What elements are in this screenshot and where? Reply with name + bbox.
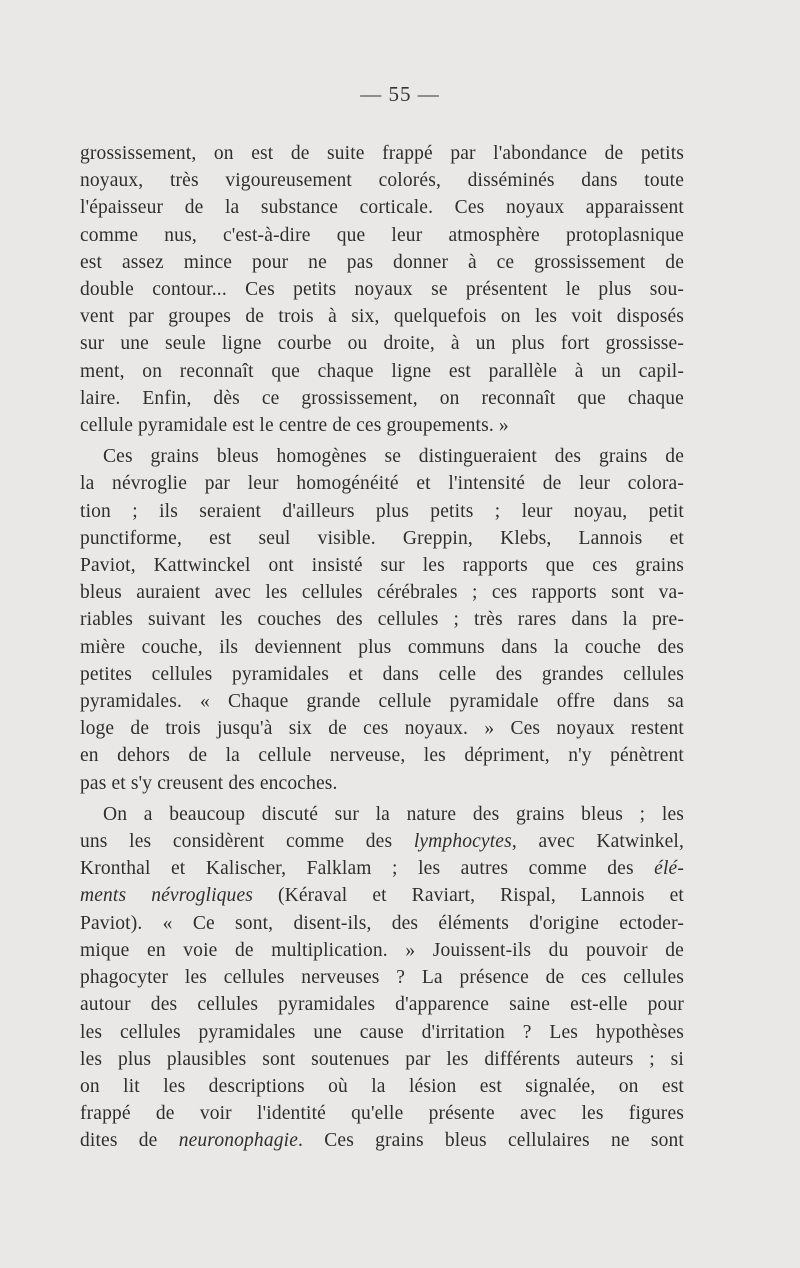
text-line: ment, on reconnaît que chaque ligne est parallèle à un capil- [80, 360, 684, 382]
text-line: est assez mince pour ne pas donner à ce grossissement de [80, 251, 684, 273]
paragraph-1 [80, 140, 684, 439]
text-line: loge de trois jusqu'à six de ces noyaux. » Ces noyaux restent [80, 718, 684, 740]
text-line: Ces grains bleus homogènes se distingueraient des grains de [103, 446, 684, 468]
paragraph-2 [80, 443, 684, 797]
text-line [80, 882, 684, 909]
text-line: mique en voie de multiplication. » Jouissent-ils du pouvoir de [80, 939, 684, 961]
text-line: double contour... Ces petits noyaux se présentent le plus sou- [80, 279, 684, 301]
text-line: On a beaucoup discuté sur la nature des grains bleus ; les [103, 803, 684, 825]
text-line [80, 828, 684, 855]
text-line: cellule pyramidale est le centre de ces groupements. » [80, 415, 509, 437]
text-line: bleus auraient avec les cellules cérébrales ; ces rapports sont va- [80, 582, 684, 604]
italic-term: lymphocytes [413, 831, 512, 853]
text-line: noyaux, très vigoureusement colorés, disséminés dans toute [80, 170, 684, 192]
paragraph-3 [80, 801, 684, 1155]
text-line: mière couche, ils deviennent plus communs dans la couche des [80, 636, 684, 658]
body-text [80, 140, 684, 1155]
text-line: Paviot, Kattwinckel ont insisté sur les rapports que ces grains [80, 555, 684, 577]
text-line: tion ; ils seraient d'ailleurs plus petits ; leur noyau, petit [80, 500, 684, 522]
text-line: petites cellules pyramidales et dans celle des grandes cellules [80, 663, 684, 685]
text-line: autour des cellules pyramidales d'apparence saine est-elle pour [80, 994, 684, 1016]
italic-term: élé- [654, 858, 684, 880]
text-line: sur une seule ligne courbe ou droite, à un plus fort grossisse- [80, 333, 684, 355]
page-number: — 55 — [360, 82, 440, 106]
text-line [80, 855, 684, 882]
text-line: pas et s'y creusent des encoches. [80, 772, 338, 794]
text-run: dites de [80, 1130, 179, 1152]
text-run: , avec Katwinkel, [511, 831, 684, 853]
text-line: les cellules pyramidales une cause d'irritation ? Les hypothèses [80, 1021, 684, 1043]
text-line: laire. Enfin, dès ce grossissement, on reconnaît que chaque [80, 387, 684, 409]
text-line: l'épaisseur de la substance corticale. Ces noyaux apparaissent [80, 197, 684, 219]
text-run: Kronthal et Kalischer, Falklam ; les autres comme des [80, 858, 655, 880]
text-line: on lit les descriptions où la lésion est signalée, on est [80, 1075, 684, 1097]
text-line: phagocyter les cellules nerveuses ? La présence de ces cellules [80, 967, 684, 989]
text-run: (Kéraval et Raviart, Rispal, Lannois et [253, 885, 685, 907]
text-line: la névroglie par leur homogénéité et l'intensité de leur colora- [80, 473, 684, 495]
text-run: uns les considèrent comme des [80, 831, 414, 853]
text-line: riables suivant les couches des cellules ; très rares dans la pre- [80, 609, 684, 631]
text-line: comme nus, c'est-à-dire que leur atmosphère protoplasnique [80, 224, 684, 246]
italic-term: neuronophagie [178, 1130, 298, 1152]
text-run: . Ces grains bleus cellulaires ne sont [298, 1130, 684, 1152]
text-line [80, 1127, 684, 1154]
text-line: les plus plausibles sont soutenues par les différents auteurs ; si [80, 1048, 684, 1070]
italic-term: ments névrogliques [80, 885, 254, 907]
text-line: vent par groupes de trois à six, quelquefois on les voit disposés [80, 306, 684, 328]
text-line: punctiforme, est seul visible. Greppin, Klebs, Lannois et [80, 527, 684, 549]
text-line: en dehors de la cellule nerveuse, les dépriment, n'y pénètrent [80, 745, 684, 767]
text-line: Paviot). « Ce sont, disent-ils, des éléments d'origine ectoder- [80, 912, 684, 934]
text-line: frappé de voir l'identité qu'elle présente avec les figures [80, 1103, 684, 1125]
text-line: pyramidales. « Chaque grande cellule pyramidale offre dans sa [80, 691, 684, 713]
text-line: grossissement, on est de suite frappé par l'abondance de petits [80, 143, 684, 164]
